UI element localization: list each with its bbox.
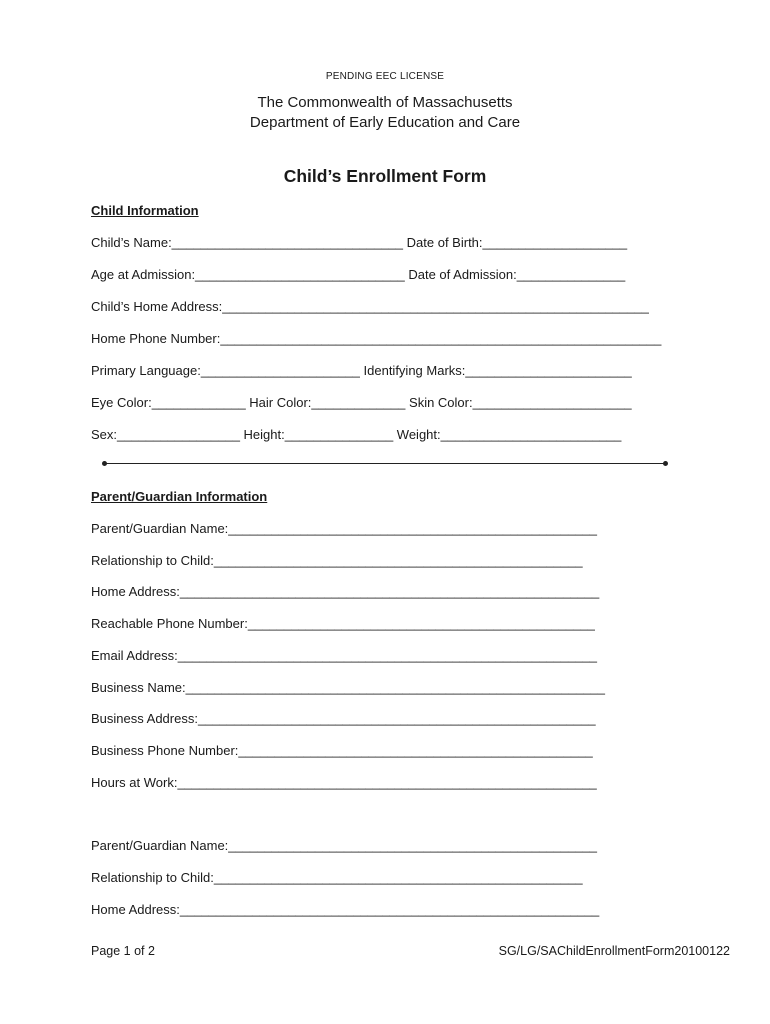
eye-hair-skin-field[interactable]: Eye Color:_____________ Hair Color:_____________ Skin Color:______________________ [91, 395, 632, 410]
parent-name-field-2[interactable]: Parent/Guardian Name:___________________________________________________ [91, 838, 598, 853]
parent-name-field-1[interactable]: Parent/Guardian Name:___________________________________________________ [91, 521, 598, 536]
parent-home-address-field-2[interactable]: Home Address:__________________________________________________________ [91, 902, 600, 917]
agency-line-1: The Commonwealth of Massachusetts [257, 94, 513, 111]
business-name-field[interactable]: Business Name:__________________________________________________________ [91, 680, 605, 695]
home-phone-field[interactable]: Home Phone Number:_____________________________________________________________ [91, 331, 662, 346]
parent-home-address-field-1[interactable]: Home Address:__________________________________________________________ [91, 584, 600, 599]
age-admission-date-field[interactable]: Age at Admission:_____________________________ Date of Admission:_______________ [91, 267, 626, 282]
relationship-field-1[interactable]: Relationship to Child:___________________________________________________ [91, 553, 583, 568]
child-name-dob-field[interactable]: Child’s Name:________________________________ Date of Birth:____________________ [91, 235, 628, 250]
page-number: Page 1 of 2 [91, 944, 155, 958]
hours-at-work-field[interactable]: Hours at Work:__________________________________________________________ [91, 775, 597, 790]
child-home-address-field[interactable]: Child’s Home Address:___________________________________________________________ [91, 299, 649, 314]
form-code: SG/LG/SAChildEnrollmentForm20100122 [498, 944, 730, 958]
business-address-field[interactable]: Business Address:_______________________________________________________ [91, 711, 596, 726]
divider-dot-right [663, 461, 668, 466]
sex-height-weight-field[interactable]: Sex:_________________ Height:_______________ Weight:_________________________ [91, 427, 622, 442]
relationship-field-2[interactable]: Relationship to Child:___________________________________________________ [91, 870, 583, 885]
section-divider [104, 463, 665, 464]
parent-guardian-heading: Parent/Guardian Information [91, 489, 268, 504]
license-note: PENDING EEC LICENSE [325, 71, 445, 82]
email-address-field[interactable]: Email Address:__________________________________________________________ [91, 648, 598, 663]
language-marks-field[interactable]: Primary Language:______________________ Identifying Marks:_______________________ [91, 363, 632, 378]
business-phone-field[interactable]: Business Phone Number:_________________________________________________ [91, 743, 593, 758]
reachable-phone-field[interactable]: Reachable Phone Number:________________________________________________ [91, 616, 595, 631]
form-title: Child’s Enrollment Form [283, 166, 487, 186]
child-information-heading: Child Information [91, 203, 199, 218]
agency-line-2: Department of Early Education and Care [249, 114, 521, 131]
